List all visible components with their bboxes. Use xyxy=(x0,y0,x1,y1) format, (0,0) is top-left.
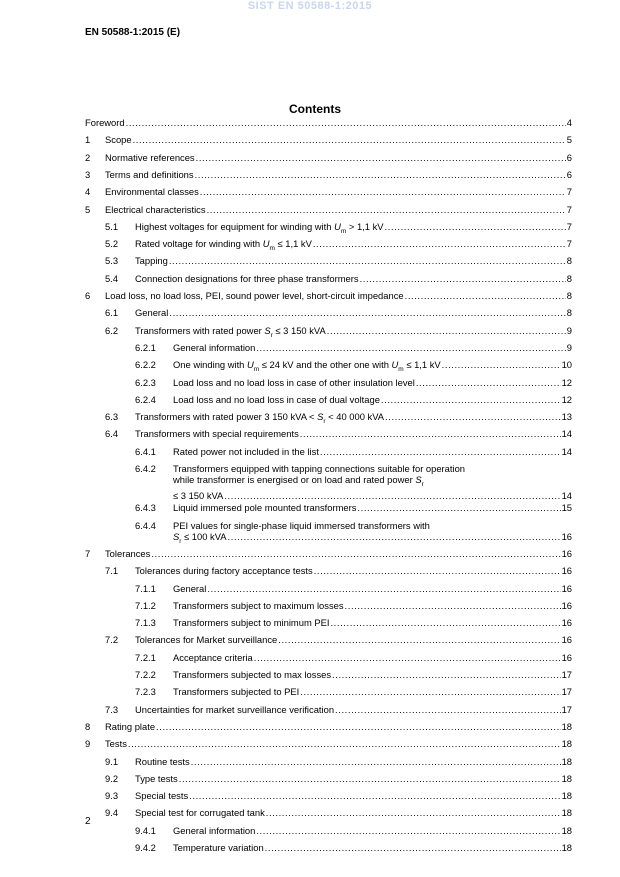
toc-entry-number: 7 xyxy=(85,547,91,559)
toc-entry-title: Tolerances xyxy=(105,547,151,559)
toc-entry-page: 16 xyxy=(561,599,572,611)
toc-entry-title: ≤ 3 150 kVA xyxy=(173,489,224,501)
dot-leader xyxy=(327,325,566,336)
toc-entry-page: 18 xyxy=(561,772,572,784)
toc-entry-page: 18 xyxy=(561,824,572,836)
dot-leader xyxy=(191,756,561,767)
toc-entry-title: Type tests xyxy=(135,772,178,784)
toc-entry-page: 18 xyxy=(561,807,572,819)
toc-entry-page: 10 xyxy=(561,359,572,371)
toc-entry-page: 18 xyxy=(561,790,572,802)
toc-entry-number: 4 xyxy=(85,186,91,198)
toc-entry-page: 15 xyxy=(561,502,572,514)
toc-entry-page: 7 xyxy=(566,186,572,198)
toc-entry-page: 16 xyxy=(561,651,572,663)
toc-entry-title: Transformers with rated power $S_r \le 3$ 150 kVA xyxy=(135,324,326,339)
toc-entry-title: Transformers subjected to max losses xyxy=(173,669,332,680)
toc-entry-number: 5 xyxy=(85,203,91,215)
dot-leader xyxy=(189,790,560,801)
toc-entry-number: 6.2.4 xyxy=(135,393,156,405)
toc-entry-page: 18 xyxy=(561,842,572,853)
toc-entry-page: 14 xyxy=(561,428,572,440)
toc-entry-title: Connection designations for three phase transformers xyxy=(135,272,359,284)
dot-leader xyxy=(357,502,560,513)
toc-entry-title: General xyxy=(135,307,169,319)
dot-leader xyxy=(416,377,561,388)
toc-entry-page: 8 xyxy=(566,307,572,319)
toc-entry-number: 9.4 xyxy=(105,807,119,819)
dot-leader xyxy=(126,117,566,128)
toc-entry-page: 4 xyxy=(566,117,572,128)
toc-entry-number: 5.2 xyxy=(105,238,119,250)
toc-entry-page: 12 xyxy=(561,393,572,405)
toc-entry-number: 5.3 xyxy=(105,255,119,267)
dot-leader xyxy=(278,634,560,645)
toc-entry-title: Transformers subject to maximum losses xyxy=(173,599,344,611)
toc-entry-page: 17 xyxy=(561,703,572,715)
toc-entry-number: 6.2.1 xyxy=(135,341,156,353)
toc-entry-page: 17 xyxy=(561,669,572,680)
toc-entry-number: 5.1 xyxy=(105,220,119,232)
dot-leader xyxy=(195,169,566,180)
toc-entry-title: Special test for corrugated tank xyxy=(135,807,265,819)
toc-entry-number: 6.4 xyxy=(105,428,119,440)
toc-entry-page: 12 xyxy=(561,376,572,388)
dot-leader xyxy=(169,255,566,266)
dot-leader xyxy=(133,134,566,145)
toc-entry-page: 16 xyxy=(561,617,572,629)
dot-leader xyxy=(156,721,561,732)
toc-entry-title: Foreword xyxy=(85,117,125,128)
toc-entry-number: 6.2 xyxy=(105,324,119,336)
toc-entry-title: Electrical characteristics xyxy=(105,203,206,215)
dot-leader xyxy=(314,565,561,576)
dot-leader xyxy=(300,428,561,439)
toc-entry-title: Tolerances during factory acceptance tests xyxy=(135,565,313,577)
dot-leader xyxy=(313,238,566,249)
toc-entry-title: General information xyxy=(173,824,256,836)
dot-leader xyxy=(442,359,561,370)
dot-leader xyxy=(266,807,561,818)
toc-entry-page: 7 xyxy=(566,203,572,215)
dot-leader xyxy=(254,652,561,663)
toc-entry-number: 7.1.1 xyxy=(135,582,156,594)
toc-entry-page: 6 xyxy=(566,151,572,163)
toc-entry-page: 14 xyxy=(561,489,572,501)
toc-entry-title: Terms and definitions xyxy=(105,168,194,180)
dot-leader xyxy=(256,825,560,836)
toc-entry-title: Special tests xyxy=(135,790,189,802)
dot-leader xyxy=(405,290,566,301)
toc-entry-number: 5.4 xyxy=(105,272,119,284)
toc-entry-number: 9.4.2 xyxy=(135,842,156,853)
dot-leader xyxy=(381,394,561,405)
dot-leader xyxy=(200,186,566,197)
toc-entry-number: 9.4.1 xyxy=(135,824,156,836)
dot-leader xyxy=(385,411,561,422)
toc-entry-number: 1 xyxy=(85,134,91,146)
dot-leader xyxy=(345,600,561,611)
toc-entry-title: Transformers with special requirements xyxy=(135,428,299,440)
toc-entry-page: 8 xyxy=(566,290,572,301)
toc-entry-number: 7.2.3 xyxy=(135,686,156,698)
toc-entry-title: Routine tests xyxy=(135,755,190,767)
toc-entry-number: 7.1.3 xyxy=(135,617,156,629)
toc-entry-page: 16 xyxy=(561,634,572,646)
dot-leader xyxy=(360,273,566,284)
toc-entry-page: 9 xyxy=(566,341,572,353)
toc-entry-title: Uncertainties for market surveillance verification xyxy=(135,703,335,715)
toc-entry-title: One winding with $U_m \le 24$ kV and the other one with $U_m \le 1,1$ kV xyxy=(173,359,441,374)
dot-leader xyxy=(179,773,561,784)
toc-entry-number: 3 xyxy=(85,168,91,180)
toc-entry-number: 6.4.2 xyxy=(135,463,156,474)
toc-entry-title: Load loss, no load loss, PEI, sound power level, short-circuit impedance xyxy=(105,290,404,301)
toc-entry-page: 16 xyxy=(561,547,572,559)
dot-leader xyxy=(300,686,560,697)
toc-entry-title: $S_r \le 100$ kVA xyxy=(173,530,227,545)
toc-entry-number: 7.1.2 xyxy=(135,599,156,611)
toc-entry-page: 7 xyxy=(566,238,572,250)
toc-entry-page: 5 xyxy=(566,134,572,146)
toc-entry-page: 8 xyxy=(566,272,572,284)
toc-entry-title: while transformer is energised or on load and rated power $S_r$ xyxy=(173,474,424,488)
toc-entry-title: Load loss and no load loss in case of dual voltage xyxy=(173,393,380,405)
toc-entry-number: 6.2.2 xyxy=(135,359,156,371)
contents-title: Contents xyxy=(289,102,341,116)
toc-entry-title: PEI values for single-phase liquid immersed transformers with xyxy=(173,519,430,531)
dot-leader xyxy=(228,531,561,542)
dot-leader xyxy=(151,548,560,559)
toc-entry-page: 9 xyxy=(566,324,572,336)
toc-entry-number: 6.2.3 xyxy=(135,376,156,388)
toc-entry-page: 8 xyxy=(566,255,572,267)
toc-entry-number: 7.2 xyxy=(105,634,119,646)
toc-entry-title: Transformers subjected to PEI xyxy=(173,686,300,698)
dot-leader xyxy=(128,738,561,749)
toc-entry-title: Rated power not included in the list xyxy=(173,445,319,457)
toc-entry-page: 13 xyxy=(561,411,572,423)
dot-leader xyxy=(330,617,560,628)
toc-entry-title: Tapping xyxy=(135,255,168,267)
page-number: 2 xyxy=(85,816,91,827)
dot-leader xyxy=(196,152,566,163)
toc-entry-number: 9 xyxy=(85,738,91,750)
toc-entry-number: 6.3 xyxy=(105,411,119,423)
toc-entry-number: 6.1 xyxy=(105,307,119,319)
dot-leader xyxy=(335,704,561,715)
toc-entry-title: Tests xyxy=(105,738,127,750)
toc-entry-page: 17 xyxy=(561,686,572,698)
toc-entry-page: 18 xyxy=(561,755,572,767)
dot-leader xyxy=(385,221,566,232)
toc-entry-page: 18 xyxy=(561,720,572,732)
dot-leader xyxy=(207,583,560,594)
toc-entry-title: Transformers equipped with tapping connections suitable for operation xyxy=(173,463,466,474)
toc-entry-number: 9.2 xyxy=(105,772,119,784)
toc-entry-number: 7.3 xyxy=(105,703,119,715)
toc-entry-title: Liquid immersed pole mounted transformers xyxy=(173,502,357,514)
toc-entry-number: 2 xyxy=(85,151,91,163)
toc-entry-title: Scope xyxy=(105,134,132,146)
toc-entry-page: 7 xyxy=(566,220,572,232)
toc-entry-number: 7.2.2 xyxy=(135,669,156,680)
dot-leader xyxy=(265,842,561,853)
toc-entry-number: 6 xyxy=(85,290,91,301)
dot-leader xyxy=(256,342,565,353)
toc-entry-number: 7.1 xyxy=(105,565,119,577)
toc-entry-page: 16 xyxy=(561,565,572,577)
toc-entry-number: 9.3 xyxy=(105,790,119,802)
toc-entry-title: Transformers with rated power 3 150 kVA < $S_r < 40$ 000 kVA xyxy=(135,411,385,425)
dot-leader xyxy=(207,204,566,215)
toc-entry-title: Load loss and no load loss in case of other insulation level xyxy=(173,376,415,388)
toc-entry-page: 18 xyxy=(561,738,572,750)
toc-entry-title: General xyxy=(173,582,207,594)
toc-entry-page: 14 xyxy=(561,445,572,457)
watermark: SIST EN 50588-1:2015 xyxy=(247,0,373,12)
toc-entry-page: 6 xyxy=(566,168,572,180)
toc-entry-title: General information xyxy=(173,341,256,353)
toc-entry-title: Normative references xyxy=(105,151,195,163)
toc-entry-number: 7.2.1 xyxy=(135,651,156,663)
toc-entry-title: Acceptance criteria xyxy=(173,651,253,663)
toc-entry-number: 6.4.1 xyxy=(135,445,156,457)
toc-entry-title: Tolerances for Market surveillance xyxy=(135,634,278,646)
dot-leader xyxy=(169,307,565,318)
toc-entry-title: Transformers subject to minimum PEI xyxy=(173,617,330,629)
toc-entry-number: 6.4.4 xyxy=(135,519,156,531)
dot-leader xyxy=(320,446,561,457)
dot-leader xyxy=(332,669,561,680)
dot-leader xyxy=(224,490,560,501)
toc-entry-title: Rated voltage for winding with $U_m \le 1,1$ kV xyxy=(135,238,312,252)
toc-entry-title: Environmental classes xyxy=(105,186,199,198)
toc-entry-title: Temperature variation xyxy=(173,842,264,853)
toc-entry-page: 16 xyxy=(561,530,572,542)
toc-entry-page: 16 xyxy=(561,582,572,594)
toc-entry-number: 6.4.3 xyxy=(135,502,156,514)
toc-entry-title: Highest voltages for equipment for winding with $U_m > 1,1$ kV xyxy=(135,220,384,235)
toc-entry-number: 8 xyxy=(85,720,91,732)
toc-entry-number: 9.1 xyxy=(105,755,119,767)
toc-entry-title: Rating plate xyxy=(105,720,156,732)
document-id: EN 50588-1:2015 (E) xyxy=(85,27,181,38)
